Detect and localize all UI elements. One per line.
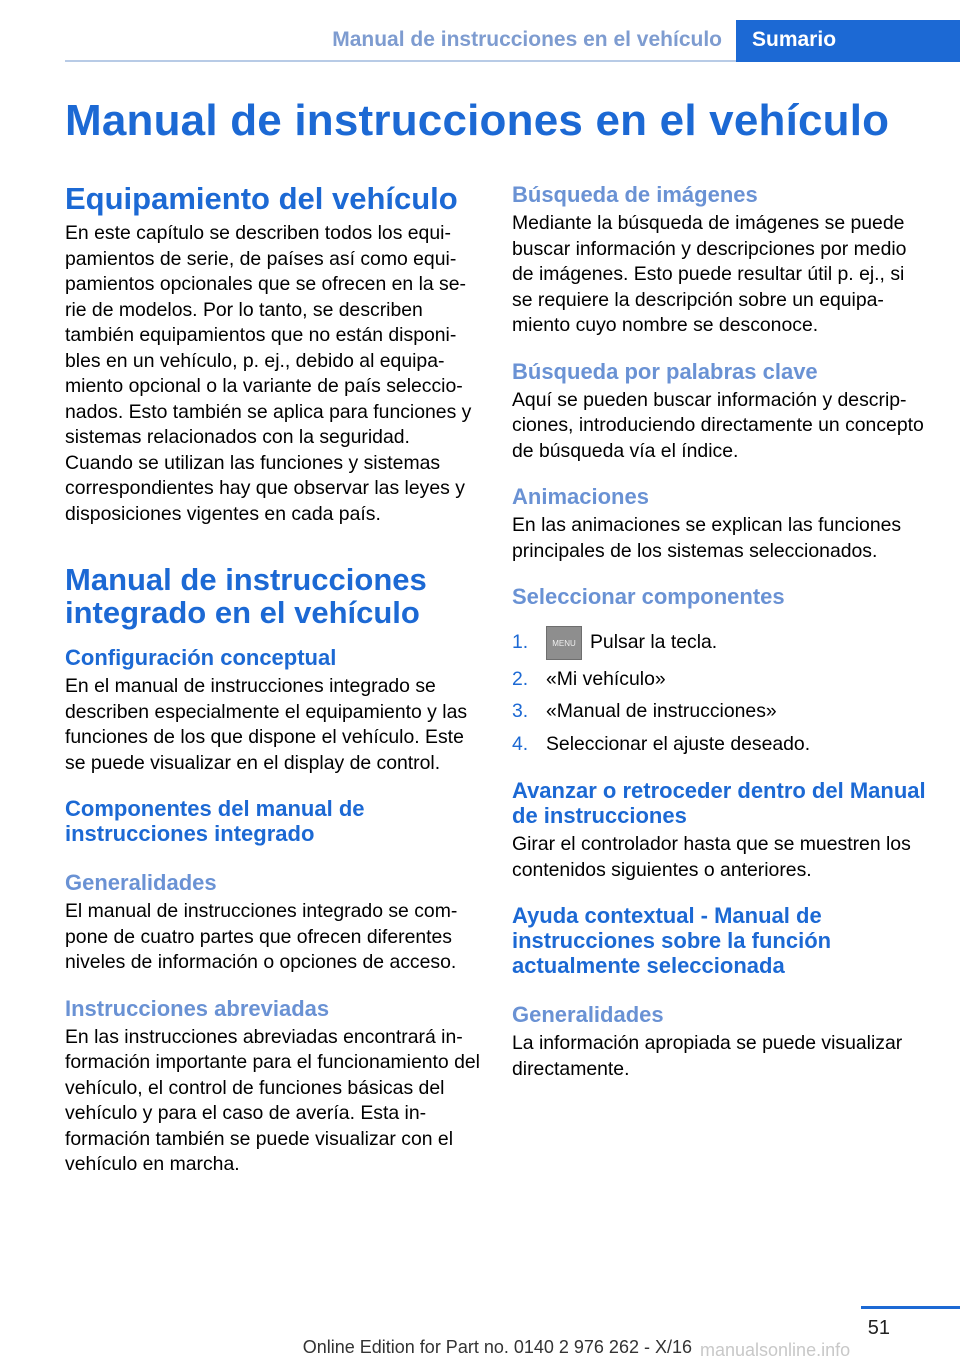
list-item — [512, 625, 927, 660]
heading-seleccionar: Seleccionar componentes — [512, 584, 785, 609]
step-text: Seleccionar el ajuste deseado. — [546, 732, 811, 755]
footer-rule — [861, 1306, 960, 1309]
paragraph-configuracion: En el manual de instrucciones integrado se describen especialmente el equipamiento y las funciones de los que dispone el vehículo. Este se puede visualizar en el display de control. — [65, 675, 468, 774]
list-item — [512, 667, 927, 693]
left-column — [65, 182, 480, 1178]
paragraph-instrucciones-abreviadas: En las instrucciones abreviadas encontrará información importante para el funcionamiento del vehículo, el control de funciones básicas del vehículo y para el caso de avería. Esta información también se puede visualizar con el vehículo en marcha. — [65, 1025, 480, 1175]
step-text: «Manual de instrucciones» — [546, 700, 777, 723]
heading-avanzar: Avanzar o retroceder dentro del Manual de instrucciones — [512, 778, 926, 829]
step-number: 3. — [512, 700, 529, 723]
heading-ayuda-contextual: Ayuda contextual - Manual de instrucciones sobre la función actualmente seleccionada — [512, 903, 832, 979]
header-section-title[interactable]: Manual de instrucciones en el vehículo — [332, 28, 722, 51]
page-number: 51 — [867, 1317, 890, 1339]
right-column — [512, 182, 927, 1082]
step-number: 2. — [512, 667, 529, 690]
heading-animaciones: Animaciones — [512, 484, 649, 509]
menu-key-icon: MENU — [546, 626, 582, 660]
paragraph-busqueda-palabras: Aquí se pueden buscar información y descripciones, introduciendo directamente un concepto de búsqueda vía el índice. — [512, 388, 924, 462]
steps-list — [512, 625, 927, 757]
heading-componentes: Componentes del manual de instrucciones integrado — [65, 796, 365, 846]
step-number: 4. — [512, 732, 529, 755]
heading-manual-integrado: Manual de instrucciones integrado en el vehículo — [65, 562, 427, 630]
heading-busqueda-imagenes: Búsqueda de imágenes — [512, 182, 758, 207]
footer-edition: Online Edition for Part no. 0140 2 976 262 - X/16 — [302, 1337, 692, 1357]
list-item — [512, 732, 927, 758]
step-text: «Mi vehículo» — [546, 667, 666, 690]
paragraph-avanzar: Girar el controlador hasta que se muestren los contenidos siguientes o anteriores. — [512, 833, 911, 881]
paragraph-generalidades-contextual: La información apropiada se puede visualizar directamente. — [512, 1032, 903, 1080]
paragraph-generalidades: El manual de instrucciones integrado se compone de cuatro partes que ofrecen diferentes niveles de información o opciones de acceso. — [65, 900, 458, 973]
heading-equipamiento: Equipamiento del vehículo — [65, 181, 458, 216]
paragraph-busqueda-imagenes: Mediante la búsqueda de imágenes se puede buscar información y descripciones por medio de imágenes. Esto puede resultar útil p. ej., si se requiere la descripción sobre un equipamiento cuyo nombre se desconoce. — [512, 212, 907, 336]
step-text: Pulsar la tecla. — [590, 631, 718, 653]
page-title: Manual de instrucciones en el vehículo — [65, 96, 890, 145]
heading-generalidades-contextual: Generalidades — [512, 1002, 664, 1028]
heading-busqueda-palabras: Búsqueda por palabras clave — [512, 358, 818, 384]
list-item — [512, 699, 927, 725]
paragraph-animaciones: En las animaciones se explican las funciones principales de los sistemas seleccionados. — [512, 514, 902, 562]
watermark: manualsonline.info — [700, 1340, 851, 1360]
header-tab-sumario[interactable]: Sumario — [736, 20, 960, 62]
paragraph-equipamiento-2: Cuando se utilizan las funciones y sistemas correspondientes hay que observar las leyes y disposiciones vigentes en cada país. — [65, 451, 465, 525]
heading-instrucciones-abreviadas: Instrucciones abreviadas — [65, 995, 330, 1021]
heading-configuracion: Configuración conceptual — [65, 645, 337, 670]
step-number: 1. — [512, 631, 529, 653]
paragraph-equipamiento: En este capítulo se describen todos los equipamientos de serie, de países así como equipamientos opcionales que se ofrecen en la serie de modelos. Por lo tanto, se describen también equipamientos que no están disponibles en un vehículo, p. ej., debido al equipamiento opcional o la variante de país seleccionados. Esto también se aplica para funciones y sistemas relacionados con la seguridad. — [65, 222, 472, 448]
heading-generalidades: Generalidades — [65, 870, 217, 895]
